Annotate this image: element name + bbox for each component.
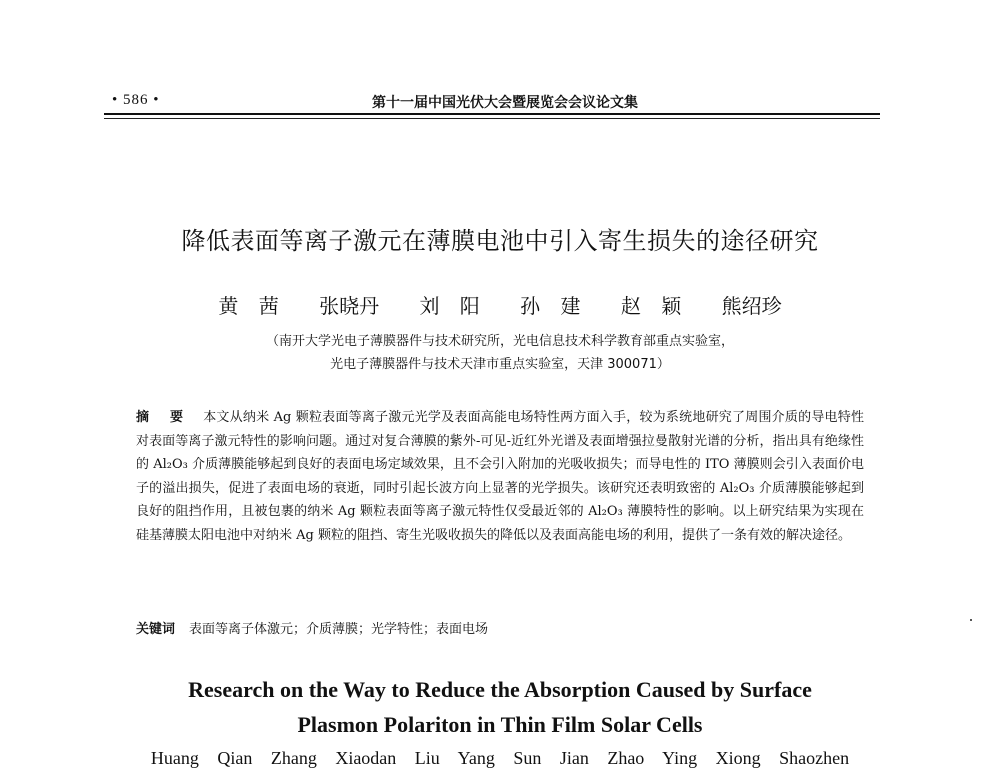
header-rule-thick <box>104 113 880 115</box>
keywords-text: 表面等离子体激元；介质薄膜；光学特性；表面电场 <box>189 622 489 637</box>
authors-en: Huang Qian Zhang Xiaodan Liu Yang Sun Jian Zhao Ying Xiong Shaozhen <box>150 748 850 768</box>
authors-cn <box>0 290 1000 319</box>
author: 刘 阳 <box>419 294 480 318</box>
scan-speck <box>970 619 972 621</box>
proceedings-title: 第十一届中国光伏大会暨展览会会议论文集 <box>372 95 638 111</box>
abstract-label: 摘 要 <box>136 410 192 425</box>
abstract-text: 本文从纳米 Ag 颗粒表面等离子激元光学及表面高能电场特性两方面入手，较为系统地研究了周围介质的导电特性对表面等离子激元特性的影响问题。通过对复合薄膜的紫外-可见-近红外光谱及表面增强拉曼散射光谱的分析，指出具有绝缘性的 Al₂O₃ 介质薄膜能够起到良好的表面电场定域效果，且不会引入附加的光吸收损失；而导电性的 ITO 薄膜则会引入表面价电子的溢出损失，促进了表面电场的衰逝，同时引起长波方向上显著的光学损失。该研究还表明致密的 Al₂O₃ 介质薄膜能够起到良好的阻挡作用，且被包裹的纳米 Ag 颗粒表面等离子激元特性仅受最近邻的 Al₂O₃ 薄膜特性的影响。以上研究结果为实现在硅基薄膜太阳电池中对纳米 Ag 颗粒的阻挡、寄生光吸收损失的降低以及表面高能电场的利用，提供了一条有效的解决途径。 <box>136 410 865 543</box>
abstract <box>136 406 864 547</box>
author: 黄 茜 <box>218 294 279 318</box>
author: 熊绍珍 <box>721 294 782 318</box>
affiliation-line-2: 光电子薄膜器件与技术天津市重点实验室，天津 300071） <box>330 357 670 372</box>
keywords-label: 关键词 <box>136 622 176 637</box>
affiliation-line-1: （南开大学光电子薄膜器件与技术研究所，光电信息技术科学教育部重点实验室， <box>265 334 734 349</box>
author: 张晓丹 <box>319 294 380 318</box>
paper-title-en <box>0 672 1000 742</box>
page-number: • 586 • <box>112 92 160 108</box>
paper-title-cn: 降低表面等离子激元在薄膜电池中引入寄生损失的途径研究 <box>181 227 819 255</box>
header-rule-thin <box>104 118 880 119</box>
title-en-line-1: Research on the Way to Reduce the Absorption Caused by Surface <box>188 677 812 702</box>
title-en-line-2: Plasmon Polariton in Thin Film Solar Cells <box>297 712 703 737</box>
author: 赵 颖 <box>620 294 682 318</box>
author: 孙 建 <box>520 294 581 318</box>
keywords <box>136 618 864 637</box>
